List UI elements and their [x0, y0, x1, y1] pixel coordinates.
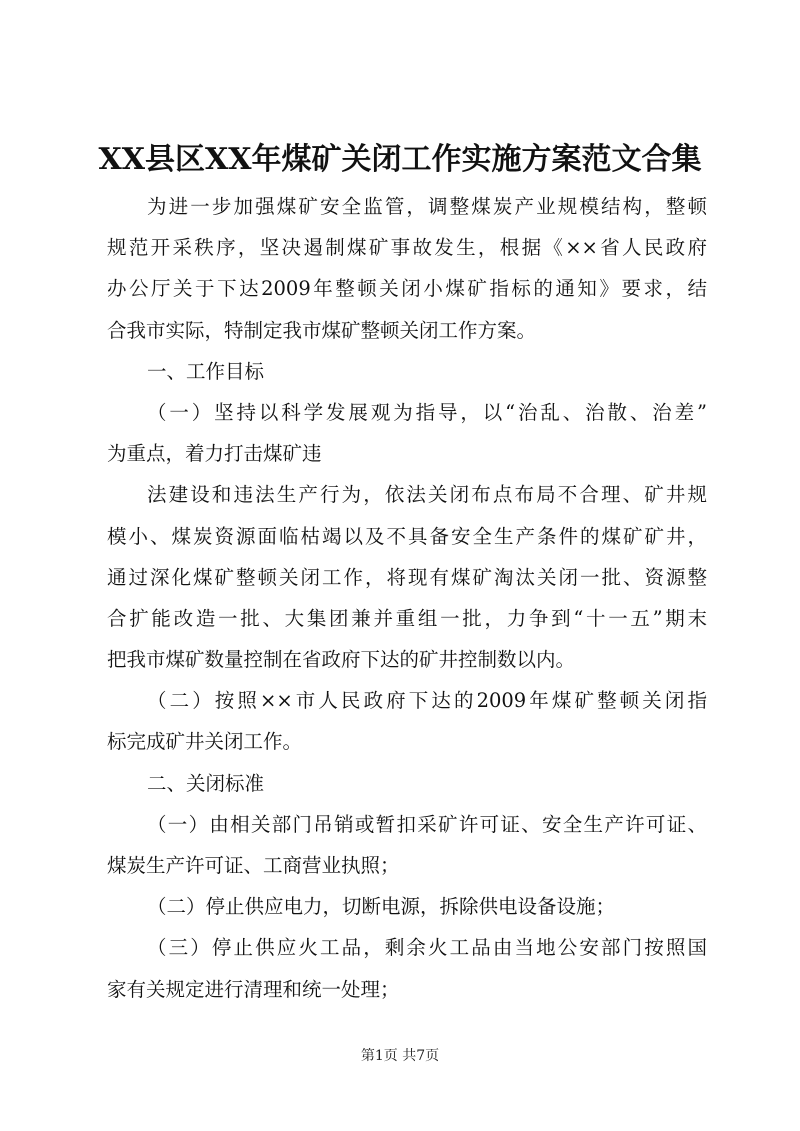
paragraph-line: （一）坚持以科学发展观为指导，以“治乱、治散、治差”	[147, 400, 707, 424]
paragraph-line: 把我市煤矿数量控制在省政府下达的矿井控制数以内。	[107, 648, 576, 672]
paragraph-line: 合我市实际，特制定我市煤矿整顿关闭工作方案。	[107, 318, 537, 342]
paragraph-line: 煤炭生产许可证、工商营业执照；	[107, 854, 400, 877]
paragraph-line: 法建设和违法生产行为，依法关闭布点布局不合理、矿井规	[147, 483, 707, 507]
paragraph-line: （二）停止供应电力，切断电源，拆除供电设备设施；	[147, 895, 616, 919]
paragraph-line: （二）按照××市人民政府下达的2009年煤矿整顿关闭指	[147, 689, 707, 713]
paragraph-line: 合扩能改造一批、大集团兼并重组一批，力争到“十一五”期末	[107, 606, 707, 630]
paragraph-line: 规范开采秩序，坚决遏制煤矿事故发生，根据《××省人民政府	[107, 236, 707, 260]
paragraph-line: （一）由相关部门吊销或暂扣采矿许可证、安全生产许可证、	[147, 812, 707, 836]
paragraph-line: 通过深化煤矿整顿关闭工作，将现有煤矿淘汰关闭一批、资源整	[107, 565, 707, 589]
paragraph-line: 为进一步加强煤矿安全监管，调整煤炭产业规模结构，整顿	[147, 195, 707, 218]
paragraph-line: 家有关规定进行清理和统一处理；	[107, 977, 400, 1001]
paragraph-line: 标完成矿井关闭工作。	[107, 730, 303, 754]
paragraph-line: 为重点，着力打击煤矿违	[107, 442, 322, 466]
paragraph-line: 模小、煤炭资源面临枯竭以及不具备安全生产条件的煤矿矿井，	[107, 524, 707, 548]
section-heading: 二、关闭标准	[147, 771, 265, 795]
page-number: 第1页 共7页	[360, 1048, 440, 1064]
paragraph-line: 办公厅关于下达2009年整顿关闭小煤矿指标的通知》要求，结	[107, 277, 707, 301]
paragraph-line: （三）停止供应火工品，剩余火工品由当地公安部门按照国	[147, 936, 707, 960]
section-heading: 一、工作目标	[147, 359, 265, 383]
document-title: XX县区XX年煤矿关闭工作实施方案范文合集	[98, 142, 702, 177]
document-body	[107, 186, 707, 1010]
